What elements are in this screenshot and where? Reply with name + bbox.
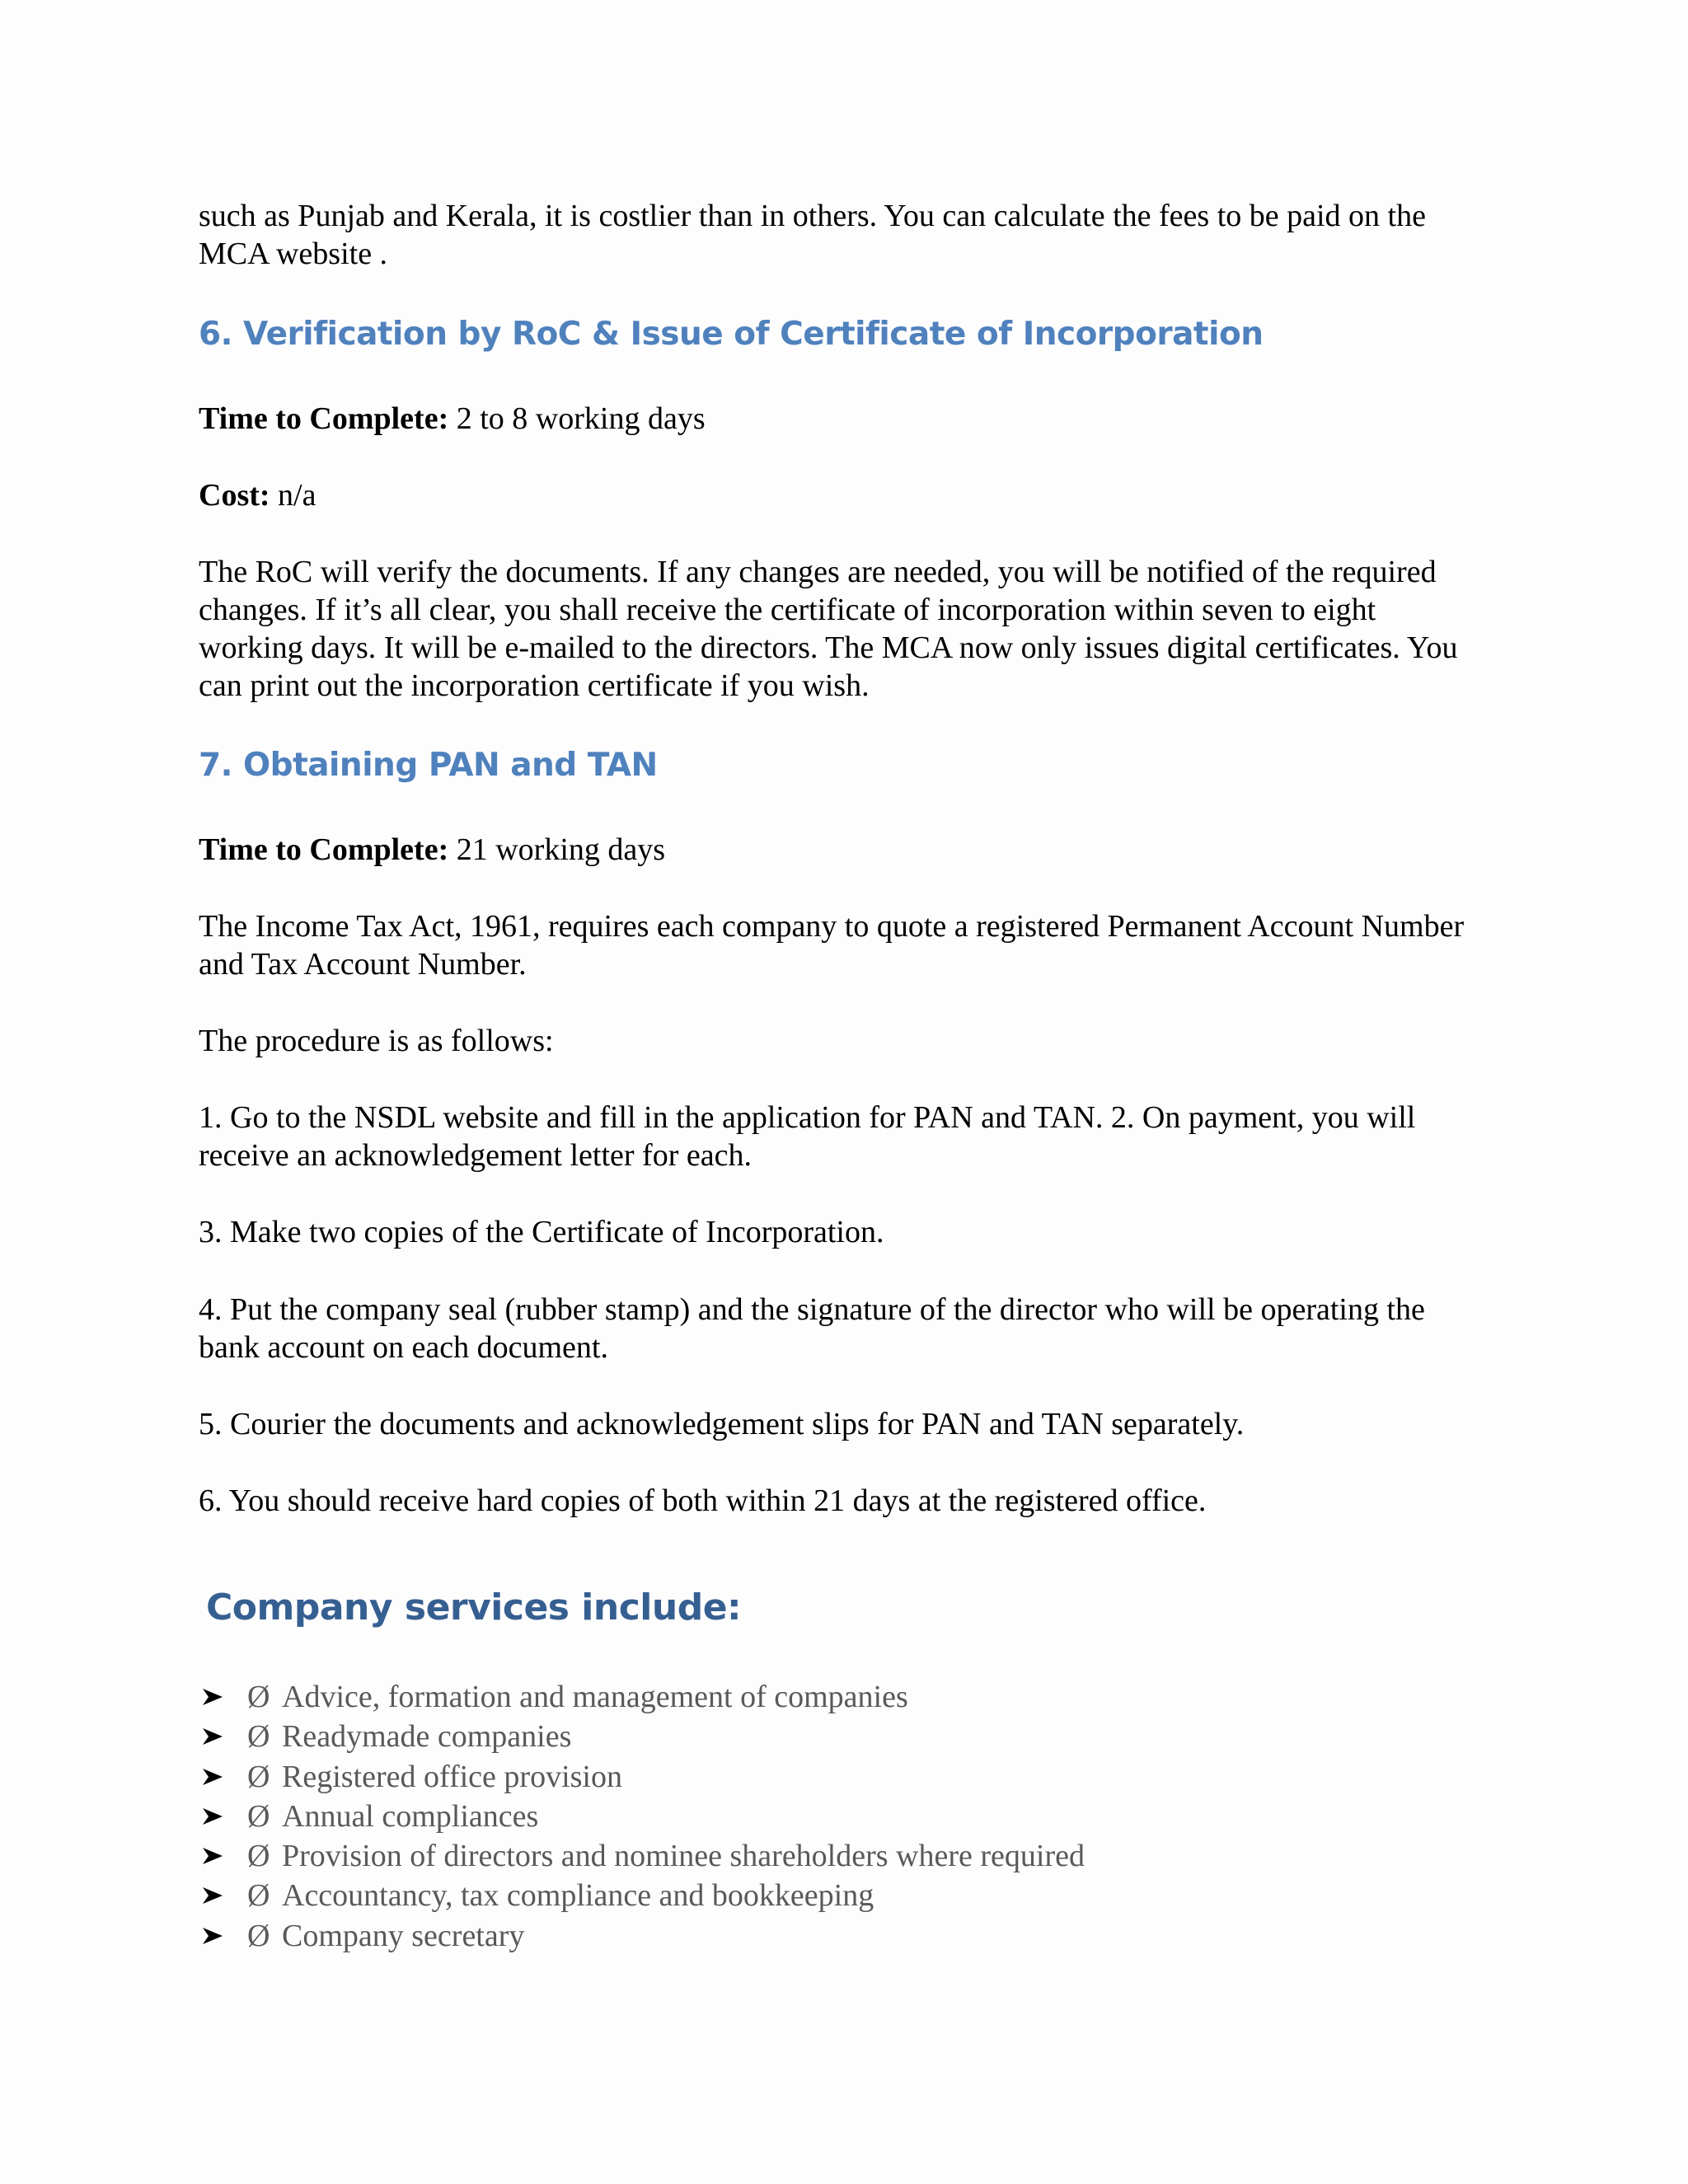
services-heading: Company services include:: [206, 1586, 742, 1629]
list-item: [199, 1797, 1484, 1836]
bullet-symbol: Ø: [247, 1839, 270, 1874]
arrowhead-bullet-icon: [200, 1797, 225, 1836]
cost-value: n/a: [270, 478, 316, 513]
list-item: [199, 1836, 1484, 1876]
cost-label: Cost:: [199, 478, 270, 513]
bullet-symbol: Ø: [247, 1918, 270, 1953]
time-label: Time to Complete:: [199, 832, 449, 867]
bullet-symbol: Ø: [247, 1878, 270, 1914]
list-item-text: Accountancy, tax compliance and bookkeeping: [282, 1878, 874, 1914]
section-6-heading: 6. Verification by RoC & Issue of Certificate of Incorporation: [199, 316, 1264, 353]
time-label: Time to Complete:: [199, 401, 449, 436]
section-6-cost-line: [199, 476, 1484, 514]
list-item-text: Provision of directors and nominee shareholders where required: [282, 1839, 1085, 1874]
list-item: [199, 1876, 1484, 1915]
procedure-intro: The procedure is as follows:: [199, 1024, 554, 1058]
list-item-text: Readymade companies: [282, 1719, 572, 1755]
arrowhead-bullet-icon: [200, 1916, 225, 1956]
time-value: 2 to 8 working days: [448, 401, 706, 436]
list-item-text: Advice, formation and management of companies: [282, 1680, 908, 1714]
section-7-heading: 7. Obtaining PAN and TAN: [199, 747, 658, 784]
list-item: [199, 1916, 1484, 1956]
bullet-symbol: Ø: [247, 1798, 270, 1834]
intro-paragraph: such as Punjab and Kerala, it is costlier than in others. You can calculate the fees to be paid on the MCA website .: [199, 199, 1426, 271]
section-6-time-line: [199, 400, 1484, 438]
list-item: [199, 1677, 1484, 1717]
bullet-symbol: Ø: [247, 1719, 270, 1755]
procedure-step: 6. You should receive hard copies of both within 21 days at the registered office.: [199, 1483, 1207, 1518]
arrowhead-bullet-icon: [200, 1677, 225, 1717]
arrowhead-bullet-icon: [200, 1717, 225, 1756]
procedure-step: 4. Put the company seal (rubber stamp) and the signature of the director who will be operating the bank account on each document.: [199, 1292, 1425, 1365]
list-item-text: Registered office provision: [282, 1759, 622, 1794]
procedure-step: 5. Courier the documents and acknowledgement slips for PAN and TAN separately.: [199, 1407, 1245, 1441]
list-item-text: Company secretary: [282, 1918, 525, 1953]
list-item: [199, 1757, 1484, 1797]
list-item-text: Annual compliances: [282, 1798, 539, 1834]
procedure-step: 1. Go to the NSDL website and fill in the application for PAN and TAN. 2. On payment, you will receive an acknowledgement letter for each.: [199, 1100, 1416, 1173]
services-list: [199, 1677, 1484, 1956]
arrowhead-bullet-icon: [200, 1757, 225, 1797]
procedure-step: 3. Make two copies of the Certificate of Incorporation.: [199, 1215, 884, 1249]
bullet-symbol: Ø: [247, 1759, 270, 1794]
list-item: [199, 1717, 1484, 1756]
section-7-time-line: [199, 831, 1484, 869]
section-7-paragraph: The Income Tax Act, 1961, requires each company to quote a registered Permanent Account Number and Tax Account Number.: [199, 909, 1465, 982]
bullet-symbol: Ø: [247, 1680, 270, 1714]
arrowhead-bullet-icon: [200, 1876, 225, 1915]
section-6-paragraph: The RoC will verify the documents. If any changes are needed, you will be notified of the required changes. If it’s all clear, you shall receive the certificate of incorporation within seven to eight working days. It will be e-mailed to the directors. The MCA now only issues digital certificates. You can print out the incorporation certificate if you wish.: [199, 555, 1458, 703]
time-value: 21 working days: [448, 832, 666, 867]
arrowhead-bullet-icon: [200, 1836, 225, 1876]
